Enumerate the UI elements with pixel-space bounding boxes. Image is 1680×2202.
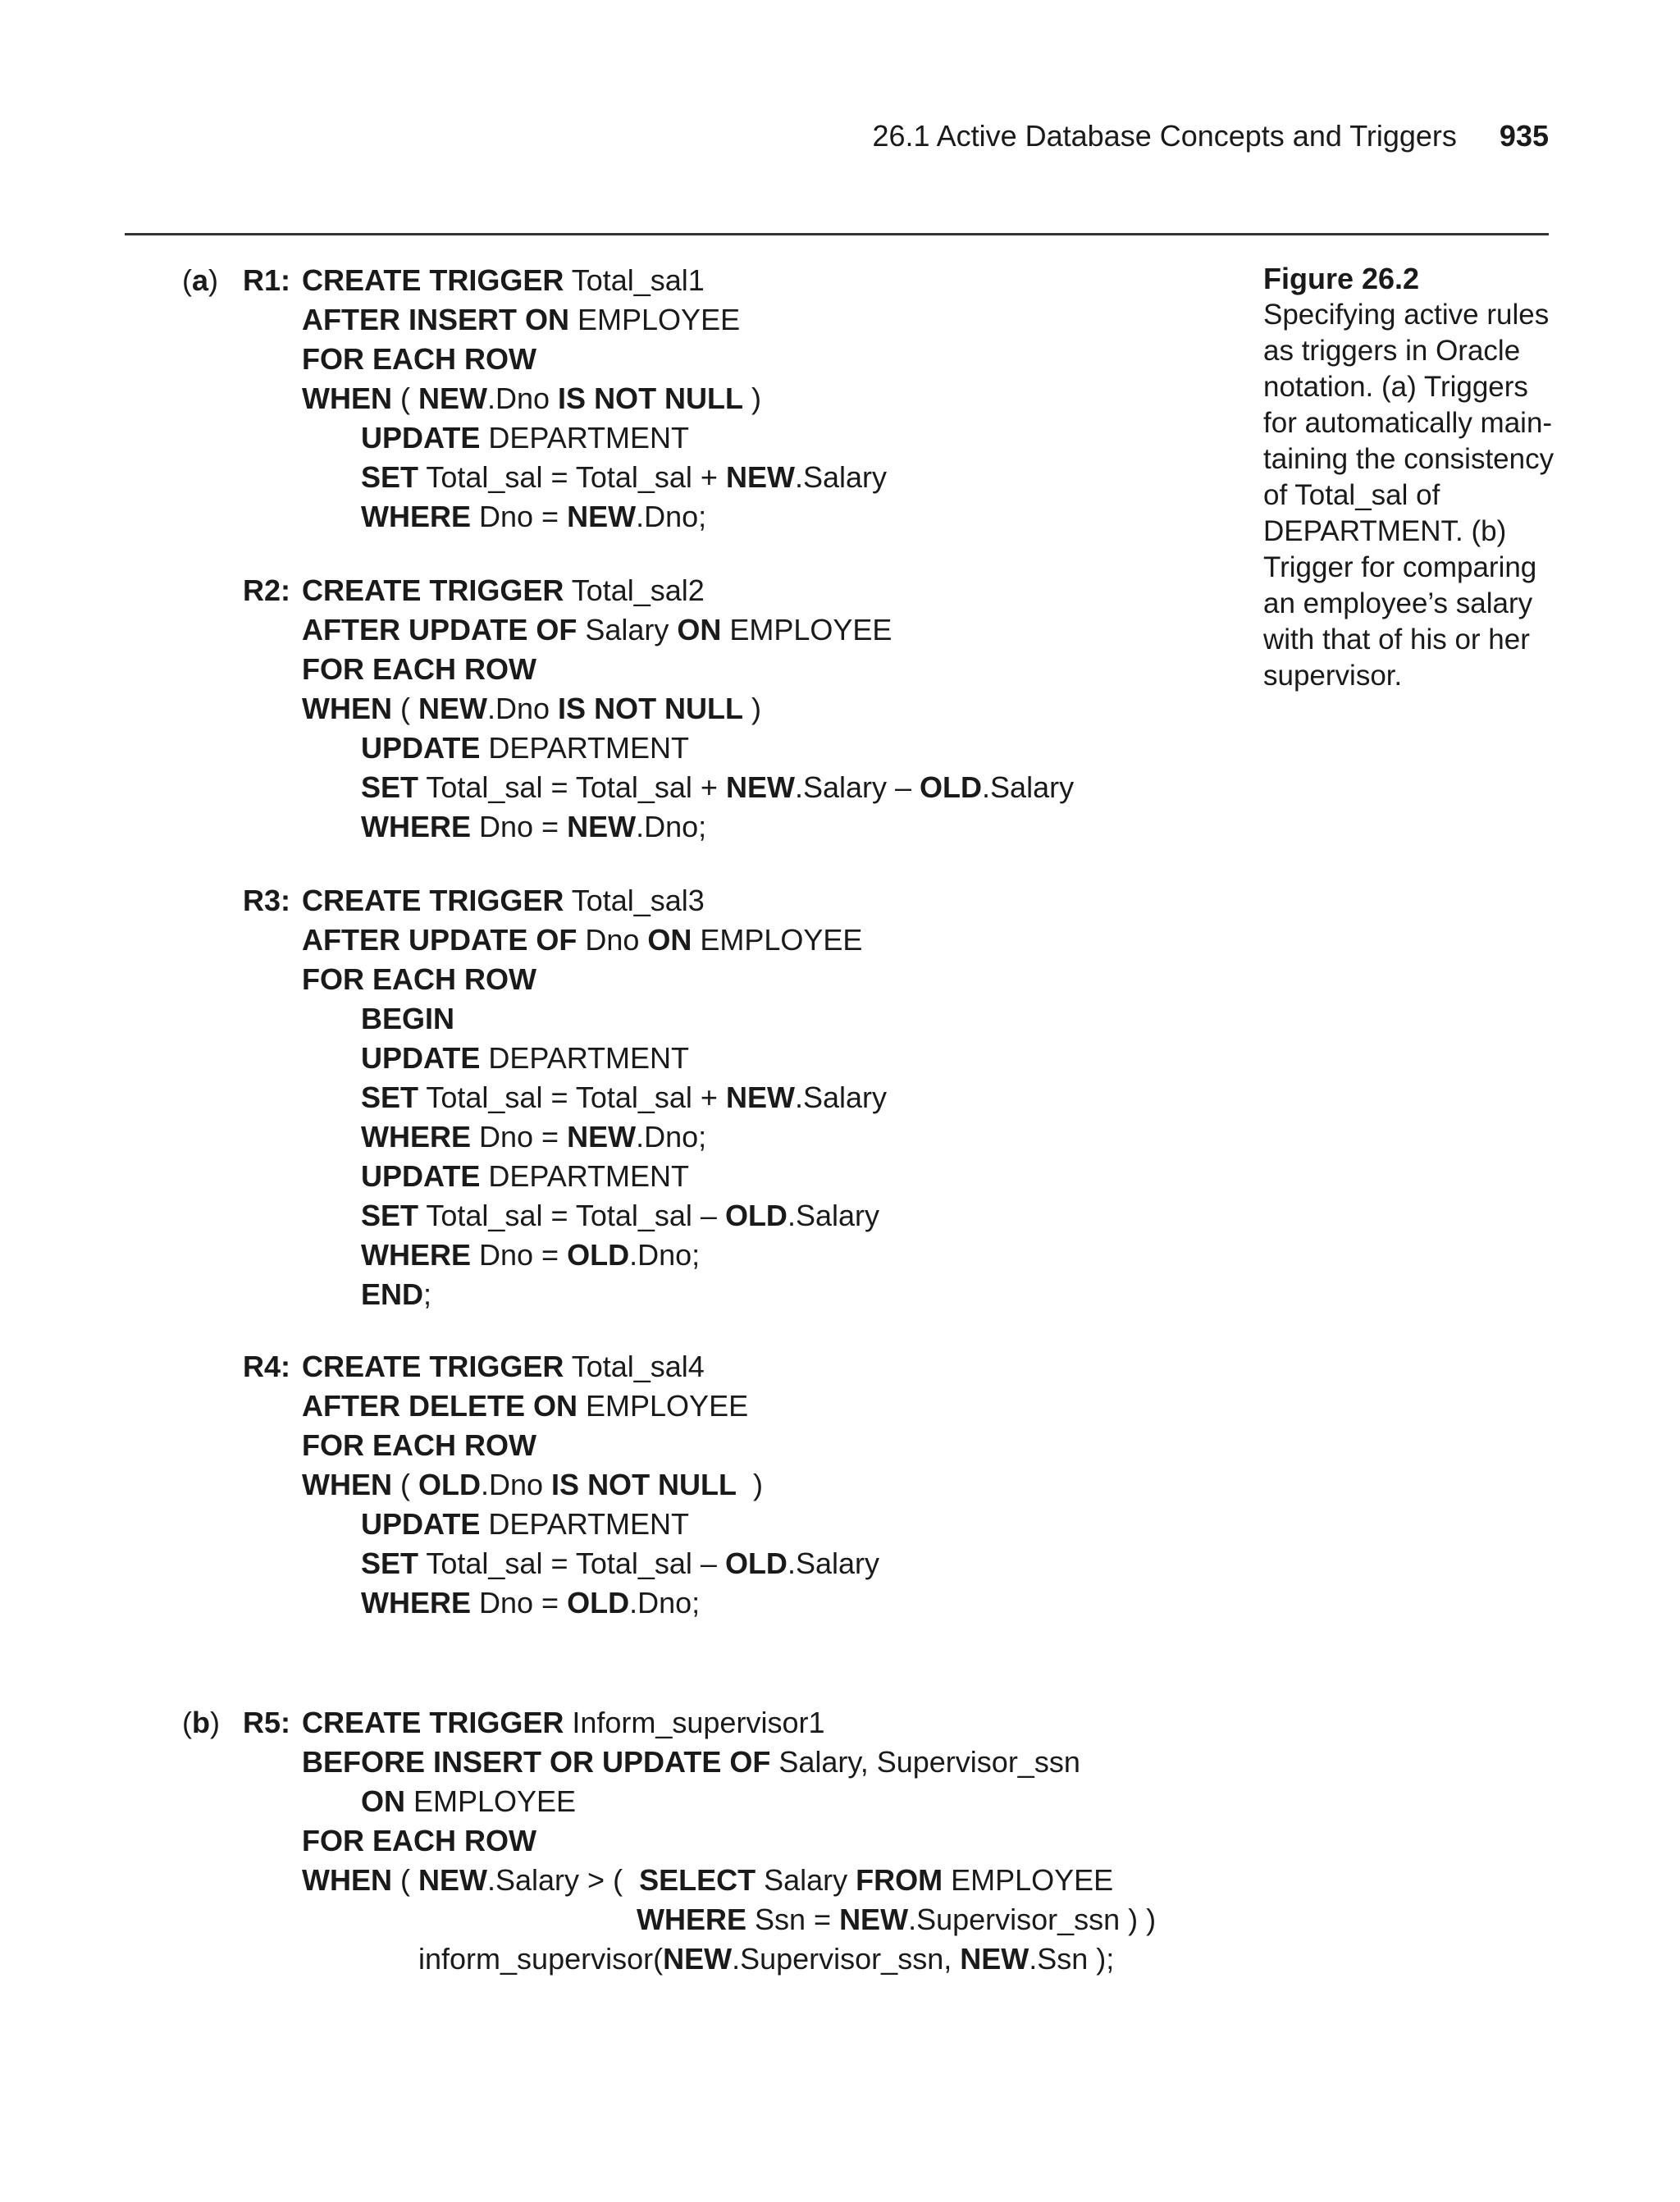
code-text: EMPLOYEE — [943, 1863, 1114, 1897]
code-line — [302, 881, 705, 921]
sql-keyword: CREATE TRIGGER — [302, 1706, 564, 1739]
sql-keyword: OLD — [567, 1586, 630, 1620]
sql-keyword: OLD — [567, 1238, 630, 1272]
code-text: ) — [743, 692, 762, 725]
sql-keyword: BEFORE INSERT OR UPDATE OF — [302, 1745, 771, 1779]
sql-keyword: CREATE TRIGGER — [302, 1350, 564, 1383]
code-text: .Salary — [982, 770, 1075, 804]
code-line — [302, 921, 862, 960]
code-line — [302, 650, 536, 689]
code-line — [361, 1196, 879, 1236]
code-line — [361, 418, 689, 458]
sql-keyword: ON — [677, 613, 722, 646]
code-line — [302, 300, 740, 340]
code-line — [637, 1900, 1156, 1939]
sql-keyword: END — [361, 1277, 424, 1311]
code-line — [361, 1782, 576, 1821]
code-line — [302, 1426, 536, 1465]
sql-keyword: NEW — [567, 1120, 637, 1154]
sql-keyword: SET — [361, 1546, 419, 1580]
code-line — [361, 1583, 700, 1623]
code-line — [418, 1939, 1114, 1979]
code-line — [361, 1236, 700, 1275]
code-text: .Salary — [787, 1199, 879, 1232]
sql-keyword: WHERE — [361, 1238, 471, 1272]
sql-keyword: BEGIN — [361, 1002, 455, 1035]
sql-keyword: NEW — [418, 692, 487, 725]
sql-keyword: FOR EACH ROW — [302, 962, 536, 996]
sql-keyword: NEW — [567, 500, 637, 533]
code-line — [361, 458, 887, 497]
code-text: Total_sal1 — [564, 263, 705, 297]
rule-label: R2: — [243, 573, 291, 607]
sql-keyword: FOR EACH ROW — [302, 342, 536, 376]
sql-keyword: WHERE — [361, 500, 471, 533]
code-text: Salary — [756, 1863, 856, 1897]
code-text: DEPARTMENT — [480, 1159, 690, 1193]
sql-keyword: AFTER UPDATE OF — [302, 613, 578, 646]
sql-keyword: UPDATE — [361, 731, 481, 765]
sql-keyword: WHERE — [361, 1586, 471, 1620]
part-label-a: (a) — [182, 263, 219, 297]
sql-keyword: OLD — [724, 1546, 788, 1580]
rule-label: R5: — [243, 1706, 291, 1739]
code-text: .Salary — [794, 460, 887, 494]
code-text: Total_sal3 — [564, 884, 705, 917]
code-line — [302, 261, 705, 300]
sql-keyword: CREATE TRIGGER — [302, 573, 564, 607]
code-line — [361, 1117, 706, 1157]
sql-keyword: FOR EACH ROW — [302, 1428, 536, 1462]
code-text: .Supervisor_ssn, — [732, 1942, 961, 1976]
code-text: ( — [392, 381, 418, 415]
code-text: Total_sal4 — [564, 1350, 705, 1383]
code-text: .Supervisor_ssn ) ) — [908, 1903, 1157, 1936]
code-text: ( — [392, 692, 418, 725]
code-text: Total_sal = Total_sal – — [418, 1546, 725, 1580]
code-text: Total_sal = Total_sal + — [418, 460, 726, 494]
sql-keyword: SELECT — [639, 1863, 756, 1897]
code-text: .Salary — [794, 1080, 887, 1114]
code-text: EMPLOYEE — [721, 613, 892, 646]
code-line — [302, 1743, 1080, 1782]
sql-keyword: ON — [361, 1784, 405, 1818]
sql-keyword: AFTER DELETE ON — [302, 1389, 578, 1423]
code-line — [302, 1465, 763, 1505]
code-line — [361, 1275, 431, 1314]
code-text: Total_sal = Total_sal – — [418, 1199, 725, 1232]
code-text: .Dno; — [629, 1238, 701, 1272]
part-label-b: (b) — [182, 1706, 220, 1739]
figure-caption — [1263, 261, 1559, 694]
code-text: .Dno — [481, 1468, 552, 1501]
code-line — [302, 1703, 824, 1743]
sql-keyword: WHEN — [302, 1468, 392, 1501]
code-text: Dno — [577, 923, 648, 957]
code-text: .Dno; — [629, 1586, 701, 1620]
sql-keyword: WHERE — [361, 810, 471, 843]
sql-keyword: UPDATE — [361, 1041, 481, 1075]
code-line — [302, 379, 761, 418]
code-text: Salary, Supervisor_ssn — [770, 1745, 1080, 1779]
sql-keyword: ON — [647, 923, 692, 957]
sql-keyword: WHERE — [361, 1120, 471, 1154]
figure-caption-text: Specifying active rules as triggers in Oracle notation. (a) Triggers for automatically main- taining the consistency of Total_sal of DEPARTMENT. (b) Trigger for comparing an employee’s salary with that of his or her supervisor. — [1263, 299, 1554, 692]
sql-keyword: SET — [361, 1080, 419, 1114]
code-text: inform_supervisor( — [418, 1942, 664, 1976]
code-text: Dno = — [471, 1120, 568, 1154]
code-text: ) — [743, 381, 762, 415]
sql-keyword: FROM — [856, 1863, 943, 1897]
sql-keyword: NEW — [725, 460, 795, 494]
code-line — [361, 1544, 879, 1583]
sql-keyword: UPDATE — [361, 1507, 481, 1541]
figure-title: Figure 26.2 — [1263, 262, 1420, 295]
sql-keyword: NEW — [663, 1942, 733, 1976]
code-line — [302, 960, 536, 999]
code-text: .Dno; — [636, 1120, 707, 1154]
sql-keyword: AFTER UPDATE OF — [302, 923, 578, 957]
code-text: .Salary — [787, 1546, 879, 1580]
sql-keyword: NEW — [839, 1903, 909, 1936]
code-line — [302, 571, 705, 610]
code-line — [302, 1387, 748, 1426]
code-text: ; — [423, 1277, 432, 1311]
running-title: 26.1 Active Database Concepts and Triggers — [872, 119, 1457, 153]
code-text: Dno = — [471, 810, 568, 843]
code-text: ( — [392, 1863, 418, 1897]
code-line — [302, 610, 892, 650]
code-line — [361, 999, 454, 1039]
code-text: .Ssn ); — [1029, 1942, 1115, 1976]
sql-keyword: NEW — [960, 1942, 1029, 1976]
code-text: Total_sal = Total_sal + — [418, 1080, 726, 1114]
code-text: .Dno — [487, 381, 559, 415]
sql-keyword: NEW — [725, 1080, 795, 1114]
sql-keyword: IS NOT NULL — [551, 1468, 737, 1501]
code-text: .Salary – — [794, 770, 920, 804]
code-text: .Salary > ( — [487, 1863, 640, 1897]
code-text: EMPLOYEE — [569, 303, 741, 336]
sql-keyword: CREATE TRIGGER — [302, 884, 564, 917]
code-line — [361, 1078, 887, 1117]
sql-keyword: FOR EACH ROW — [302, 652, 536, 686]
sql-keyword: UPDATE — [361, 421, 481, 455]
code-text: Dno = — [471, 1586, 568, 1620]
code-line — [361, 1157, 689, 1196]
code-text: ( — [392, 1468, 418, 1501]
code-text: Total_sal = Total_sal + — [418, 770, 726, 804]
sql-keyword: CREATE TRIGGER — [302, 263, 564, 297]
code-line — [361, 729, 689, 768]
sql-keyword: SET — [361, 1199, 419, 1232]
sql-keyword: SET — [361, 770, 419, 804]
sql-keyword: IS NOT NULL — [558, 381, 744, 415]
code-text: DEPARTMENT — [480, 731, 690, 765]
sql-keyword: SET — [361, 460, 419, 494]
sql-keyword: OLD — [920, 770, 983, 804]
sql-keyword: OLD — [418, 1468, 481, 1501]
code-line — [302, 1861, 1113, 1900]
code-text: EMPLOYEE — [405, 1784, 577, 1818]
code-text: EMPLOYEE — [578, 1389, 749, 1423]
code-line — [361, 1039, 689, 1078]
sql-keyword: NEW — [418, 1863, 487, 1897]
code-text: EMPLOYEE — [692, 923, 863, 957]
code-line — [302, 1347, 705, 1387]
code-line — [361, 497, 706, 537]
code-text: .Dno; — [636, 810, 707, 843]
rule-label: R3: — [243, 884, 291, 917]
sql-keyword: WHEN — [302, 692, 392, 725]
code-line — [361, 807, 706, 847]
code-text: Ssn = — [746, 1903, 840, 1936]
sql-keyword: NEW — [567, 810, 637, 843]
sql-keyword: NEW — [725, 770, 795, 804]
sql-keyword: NEW — [418, 381, 487, 415]
code-line — [302, 1821, 536, 1861]
sql-keyword: WHEN — [302, 381, 392, 415]
sql-keyword: AFTER INSERT ON — [302, 303, 570, 336]
code-line — [302, 340, 536, 379]
code-text: ) — [737, 1468, 764, 1501]
code-text: DEPARTMENT — [480, 421, 690, 455]
sql-keyword: WHEN — [302, 1863, 392, 1897]
code-text: .Dno — [487, 692, 559, 725]
rule-label: R4: — [243, 1350, 291, 1383]
code-line — [361, 768, 1074, 807]
code-text: Dno = — [471, 1238, 568, 1272]
sql-keyword: FOR EACH ROW — [302, 1824, 536, 1857]
code-line — [361, 1505, 689, 1544]
code-text: Total_sal2 — [564, 573, 705, 607]
page-number: 935 — [1499, 119, 1549, 153]
code-text: Inform_supervisor1 — [564, 1706, 825, 1739]
code-text: .Dno; — [636, 500, 707, 533]
sql-keyword: IS NOT NULL — [558, 692, 744, 725]
code-line — [302, 689, 761, 729]
code-text: DEPARTMENT — [480, 1507, 690, 1541]
code-text: DEPARTMENT — [480, 1041, 690, 1075]
sql-keyword: UPDATE — [361, 1159, 481, 1193]
code-text: Salary — [577, 613, 678, 646]
rule-label: R1: — [243, 263, 291, 297]
sql-keyword: OLD — [724, 1199, 788, 1232]
sql-keyword: WHERE — [637, 1903, 746, 1936]
code-text: Dno = — [471, 500, 568, 533]
